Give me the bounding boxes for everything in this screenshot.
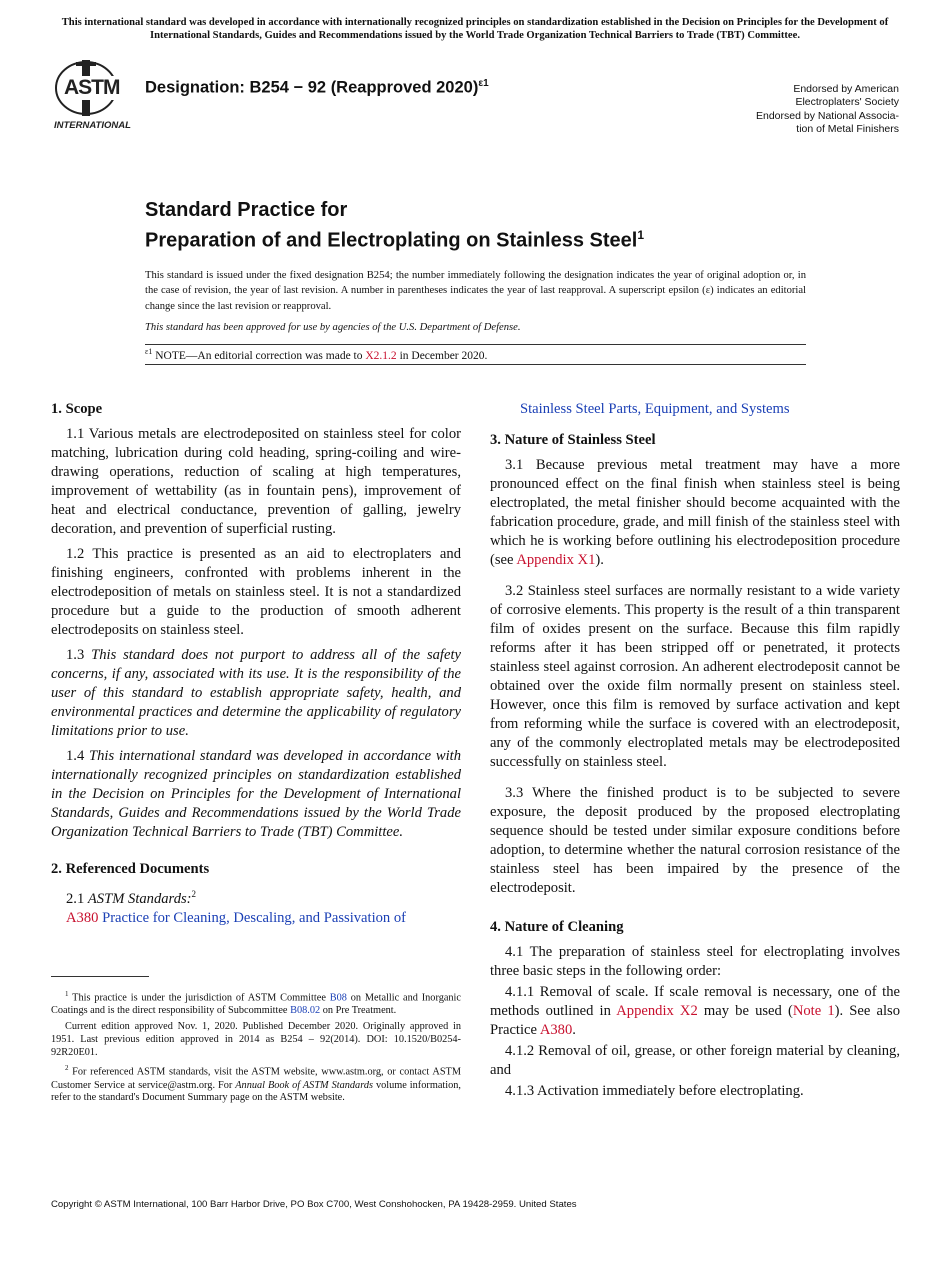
- a380-title-continued[interactable]: Stainless Steel Parts, Equipment, and Systems: [520, 401, 790, 417]
- appendix-x2-link[interactable]: Appendix X2: [616, 1003, 698, 1019]
- right-column: [490, 400, 900, 1101]
- document-title: [145, 198, 644, 254]
- note-post: in December 2020.: [396, 349, 488, 362]
- paragraph-4-1-1: [490, 983, 900, 1040]
- paragraph-1-1: 1.1 Various metals are electrodeposited on stainless steel for color matching, lubrication during cold heading, spring-coiling and wire-drawing operations, reduction of scaling at high temperatures, improvement of wettability (as in fountain pens), improvement of heat and electrical conductance, prevention of galling, jewelry decoration, and prevention of superficial rusting.: [51, 426, 461, 537]
- paragraph-1-3: [51, 646, 461, 741]
- logo-subtext: INTERNATIONAL: [54, 120, 131, 131]
- footnote-text-italic: Annual Book of ASTM Standards: [235, 1079, 373, 1091]
- paragraph-4-1: 4.1 The preparation of stainless steel for electroplating involves three basic steps in the following order:: [490, 944, 900, 979]
- title-footnote-ref: 1: [637, 228, 645, 242]
- paragraph-number: 1.3: [66, 647, 92, 663]
- designation-sup: ε1: [478, 78, 489, 89]
- b08-02-link[interactable]: B08.02: [290, 1005, 321, 1017]
- top-notice: This international standard was developed in accordance with internationally recognized principles on standardization established in the Decision on Principles for the Development of International Standards, Guides and Recommendations issued by the World Trade Organization Technical Barriers to Trade (TBT) Committee.: [61, 17, 889, 41]
- title-line-1: Standard Practice for: [145, 199, 348, 221]
- divider: [145, 344, 806, 345]
- designation-label: Designation: B254 − 92 (Reapproved 2020): [145, 78, 479, 97]
- section-heading-nature-cleaning: 4. Nature of Cleaning: [490, 919, 624, 935]
- paragraph-text: .: [572, 1022, 576, 1038]
- endorse-line: Endorsed by American: [793, 83, 899, 95]
- issued-statement: This standard is issued under the fixed designation B254; the number immediately following the designation indicates the year of original adoption or, in the case of revision, the year of last revision. A number in parentheses indicates the year of last reapproval. A superscript epsilon (ε) indicates an editorial change since the last revision or reapproval.: [145, 270, 806, 312]
- note-sup: ε1: [145, 347, 153, 356]
- footnote-text: volume information, refer to the standard's Document Summary page on the ASTM website.: [51, 1079, 461, 1104]
- paragraph-text: This standard does not purport to address all of the safety concerns, if any, associated with its use. It is the responsibility of the user of this standard to establish appropriate safety, health, and environmental practices and determine the applicability of regulatory limitations prior to use.: [51, 647, 461, 739]
- paragraph-3-1: [490, 456, 900, 570]
- paragraph-2-1: [51, 885, 461, 909]
- a380-link[interactable]: A380: [66, 909, 99, 926]
- paragraph-number: 2.1: [66, 890, 88, 907]
- note-1-link[interactable]: Note 1: [792, 1003, 835, 1019]
- paragraph-text: This international standard was developed in accordance with internationally recognized principles on standardization established in the Decision on Principles for the Development of International Standards, Guides and Recommendations issued by the World Trade Organization Technical Barriers to Trade (TBT) Committee.: [51, 748, 462, 840]
- dod-statement: This standard has been approved for use by agencies of the U.S. Department of Defense.: [145, 322, 521, 333]
- endorse-line: Electroplaters' Society: [795, 96, 899, 109]
- section-heading-scope: 1. Scope: [51, 401, 103, 417]
- divider: [145, 364, 806, 365]
- paragraph-text: ).: [595, 552, 604, 568]
- a380-title-link[interactable]: Practice for Cleaning, Descaling, and Passivation of: [98, 909, 407, 926]
- paragraph-text: ). See also Practice: [490, 1003, 900, 1038]
- footnote-text: on Pre Treatment.: [320, 1005, 397, 1017]
- paragraph-text: 3.1 Because previous metal treatment may have a more pronounced effect on the final finish when stainless steel is being electroplated, the metal finisher should become acquainted with the fabrication procedure, grade, and mill finish of the stainless steel with which he is working before outlining his electrodeposition procedure (see: [490, 457, 900, 568]
- paragraph-1-4: [51, 747, 461, 842]
- paragraph-3-3: 3.3 Where the finished product is to be subjected to severe exposure, the deposit produced by the proposed electroplating sequence should be tested under similar exposure conditions before adoption, to determine whether the natural corrosion resistance of the stainless steel has been impaired by the presence of the electrodeposit.: [490, 785, 900, 896]
- endorse-line: tion of Metal Finishers: [796, 123, 899, 136]
- footnote-text: For referenced ASTM standards, visit the ASTM website, www.astm.org, or contact ASTM Customer Service at service@astm.org. For: [51, 1066, 461, 1091]
- b08-link[interactable]: B08: [329, 992, 347, 1004]
- paragraph-4-1-3: 4.1.3 Activation immediately before electroplating.: [505, 1083, 804, 1099]
- paragraph-4-1-2: 4.1.2 Removal of oil, grease, or other foreign material by cleaning, and: [490, 1043, 900, 1078]
- astm-logo: [52, 58, 134, 132]
- footnote-1b: Current edition approved Nov. 1, 2020. Published December 2020. Originally approved in 1951. Last previous edition approved in 2014 as B254 – 92(2014). DOI: 10.1520/B0254-92R20E01.: [51, 1021, 461, 1058]
- a380-link[interactable]: A380: [539, 1022, 573, 1038]
- paragraph-1-2: 1.2 This practice is presented as an aid to electroplaters and finishing engineers, confronted with problems inherent in the electrodeposition of metals on stainless steel. It is not a standardized procedure but a guide to the production of smooth adherent electrodeposits on stainless steel.: [51, 546, 461, 638]
- footnote-1: [51, 988, 461, 1018]
- footnote-rule: [51, 976, 149, 977]
- appendix-x1-link[interactable]: Appendix X1: [516, 552, 596, 568]
- logo-text: ASTM: [64, 76, 120, 99]
- endorsement-block: [699, 83, 899, 137]
- footnote-2: [51, 1062, 461, 1105]
- paragraph-text: may be used (: [697, 1003, 793, 1019]
- footnotes: [51, 988, 461, 1105]
- footnote-text: This practice is under the jurisdiction of ASTM Committee: [68, 992, 330, 1004]
- left-column: [51, 400, 461, 928]
- section-heading-nature-steel: 3. Nature of Stainless Steel: [490, 432, 656, 448]
- paragraph-3-2: 3.2 Stainless steel surfaces are normally resistant to a wide variety of corrosive elements. This property is the result of a thin transparent film of oxides present on the surface. Because this film rapidly reforms after it has been stripped off or penetrated, it protects stainless steel against corrosion. An adherent electrodeposit cannot be obtained over the oxide film normally present on stainless steel. However, once this film is removed by surface activation and kept from reforming while the surface is covered with an electrodeposit, any of the commonly electroplated metals may be electrodeposited successfully on stainless steel.: [490, 583, 900, 770]
- reference-a380: [51, 909, 461, 928]
- paragraph-text: 4.1.1 Removal of scale. If scale removal is necessary, one of the methods outlined in: [490, 984, 900, 1019]
- title-line-2: Preparation of and Electroplating on Stainless Steel: [145, 229, 638, 252]
- endorse-line: Endorsed by National Associa-: [756, 109, 899, 122]
- section-heading-refdocs: 2. Referenced Documents: [51, 861, 210, 877]
- editorial-note: [145, 347, 487, 362]
- copyright: Copyright © ASTM International, 100 Barr Harbor Drive, PO Box C700, West Conshohocken, PA 19428-2959. United States: [51, 1199, 577, 1210]
- footnote-number: 2: [65, 1064, 69, 1073]
- note-pre: NOTE—An editorial correction was made to: [152, 349, 366, 362]
- paragraph-number: 1.4: [66, 748, 90, 764]
- astm-standards-label: ASTM Standards:: [87, 890, 192, 907]
- footnote-ref: 2: [191, 889, 197, 899]
- footnote-text: on Metallic and Inorganic Coatings and is the direct responsibility of Subcommittee: [51, 992, 461, 1017]
- footnote-number: 1: [65, 990, 69, 998]
- note-link[interactable]: X2.1.2: [365, 349, 397, 362]
- designation: [145, 78, 489, 98]
